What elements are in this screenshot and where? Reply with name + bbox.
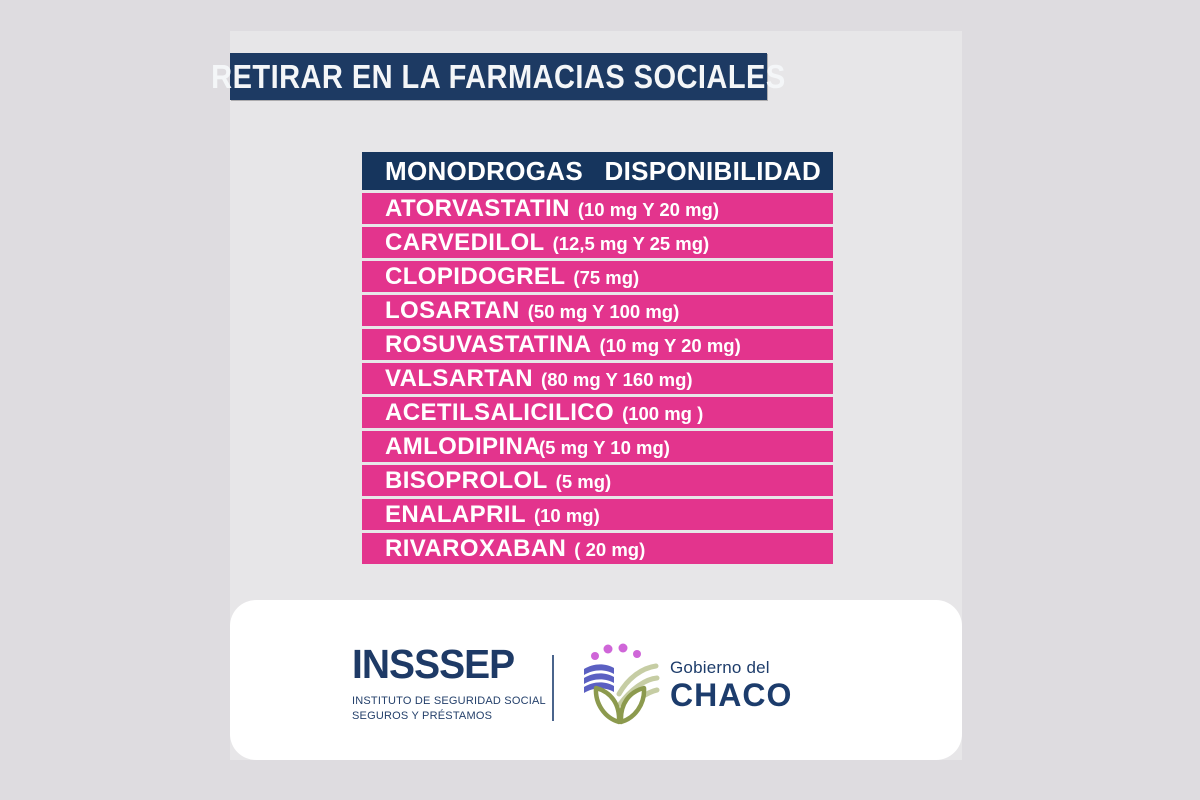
med-name: CLOPIDOGREL (385, 263, 566, 290)
med-name: CARVEDILOL (385, 229, 545, 256)
med-row (362, 193, 833, 224)
med-row (362, 363, 833, 394)
chaco-title: CHACO (670, 677, 793, 713)
med-dose: ( 20 mg) (574, 539, 646, 560)
med-dose: (10 mg Y 20 mg) (599, 335, 741, 356)
med-row (362, 465, 833, 496)
flyer-title: RETIRAR EN LA FARMACIAS SOCIALES (211, 57, 786, 95)
med-dose: (50 mg Y 100 mg) (527, 301, 680, 322)
table-header: MONODROGAS DISPONIBILIDAD (362, 152, 833, 190)
insssep-tagline (352, 694, 562, 724)
med-name: ATORVASTATIN (385, 195, 570, 222)
title-banner (211, 53, 786, 100)
insssep-wordmark: INSSSEP (352, 641, 515, 687)
med-name: ENALAPRIL (385, 501, 526, 528)
flyer-card (211, 31, 962, 760)
med-dose: (75 mg) (573, 267, 640, 288)
med-row (362, 431, 833, 462)
footer-card (230, 600, 962, 760)
med-dose: (5 mg) (555, 471, 612, 492)
med-dose: (10 mg Y 20 mg) (577, 199, 720, 220)
med-dose: (80 mg Y 160 mg) (541, 369, 693, 390)
chaco-wordmark (670, 658, 792, 711)
chaco-emblem-icon (580, 640, 660, 726)
med-row (362, 329, 833, 360)
med-name: ACETILSALICILICO (385, 399, 615, 426)
footer-divider (552, 655, 554, 721)
med-dose: (5 mg Y 10 mg) (539, 437, 670, 458)
insssep-tagline-line2: SEGUROS Y PRÉSTAMOS (352, 710, 493, 722)
med-row (362, 533, 833, 564)
table-rows (362, 193, 833, 564)
med-dose: (10 mg) (533, 505, 600, 526)
med-name: RIVAROXABAN (385, 535, 567, 562)
med-row (362, 397, 833, 428)
med-name: AMLODIPINA (385, 433, 541, 460)
med-name: LOSARTAN (385, 297, 520, 324)
chaco-pretitle: Gobierno del (670, 658, 770, 677)
med-row (362, 227, 833, 258)
med-name: BISOPROLOL (385, 467, 548, 494)
med-dose: (12,5 mg Y 25 mg) (552, 233, 710, 254)
insssep-tagline-line1: INSTITUTO DE SEGURIDAD SOCIAL (352, 695, 546, 707)
med-name: VALSARTAN (385, 365, 534, 392)
medication-table (362, 152, 833, 564)
med-row (362, 261, 833, 292)
med-dose: (100 mg ) (622, 403, 704, 424)
med-row (362, 499, 833, 530)
med-name: ROSUVASTATINA (385, 331, 592, 358)
med-row (362, 295, 833, 326)
insssep-logo (352, 641, 562, 724)
